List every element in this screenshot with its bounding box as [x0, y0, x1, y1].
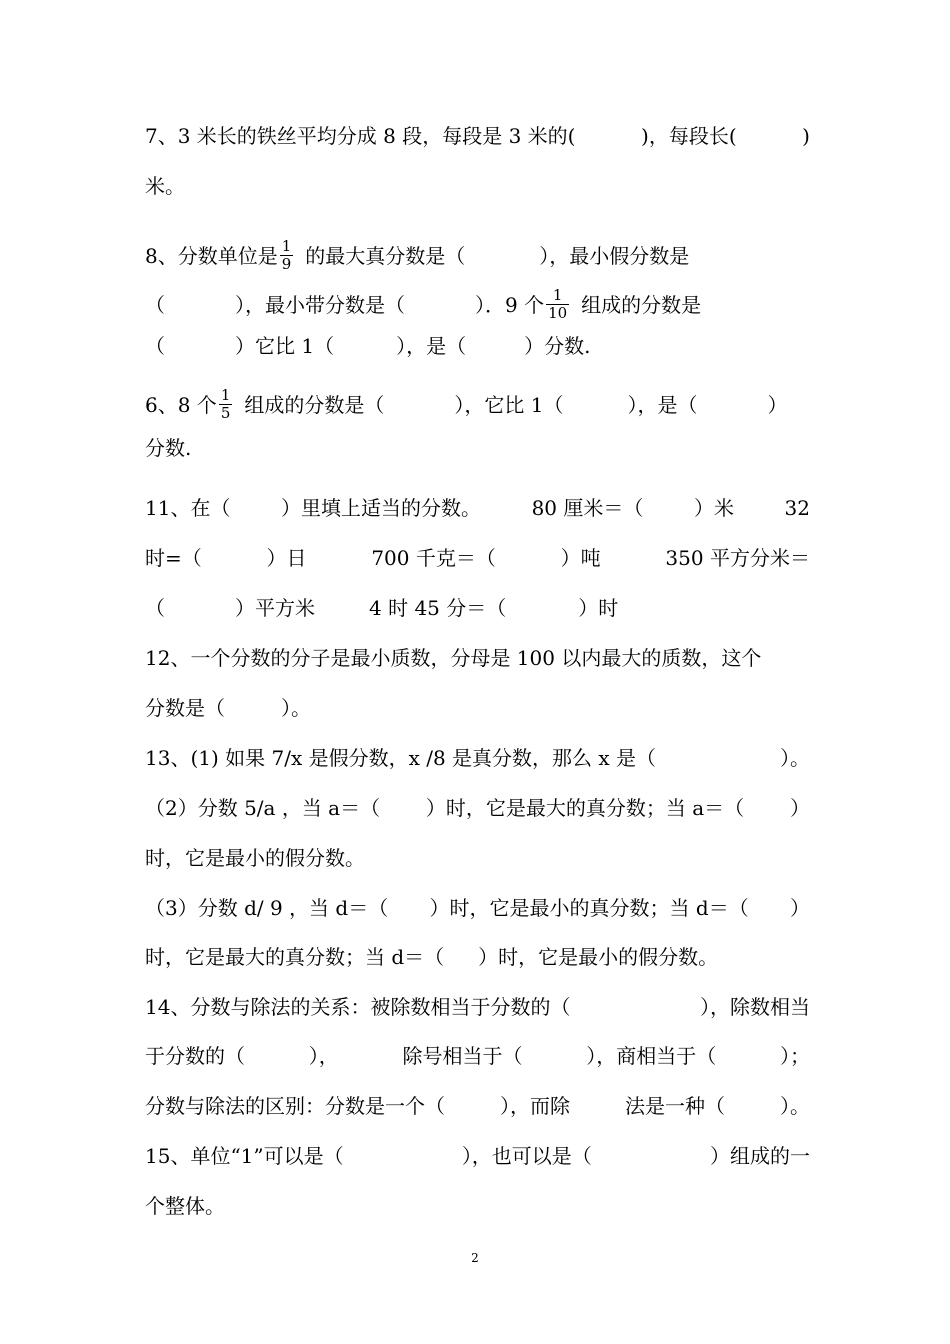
q14-line1	[145, 987, 810, 1027]
q11-text: 时=（	[145, 546, 202, 570]
q6-text: 6、8 个	[145, 393, 217, 417]
q13-line3: 时，它是最小的假分数。	[145, 846, 365, 870]
fraction-numerator: 1	[220, 386, 231, 404]
q8-text: （	[145, 334, 165, 358]
fraction-one-fifth	[219, 387, 233, 422]
fraction-numerator: 1	[546, 287, 569, 305]
q8-line1	[145, 236, 810, 276]
q11-text: 11、在（	[145, 496, 231, 520]
q13-text: ）时，它是最大的真分数；当 a＝（	[425, 796, 745, 820]
q8-text: ），最小带分数是（	[235, 293, 405, 317]
q15-text: 15、单位“1”可以是（	[145, 1144, 344, 1168]
q12-line1: 12、一个分数的分子是最小质数，分母是 100 以内最大的质数，这个	[145, 646, 762, 670]
q12-text: ）。	[281, 696, 311, 720]
q8-text: 8、分数单位是	[145, 244, 278, 268]
q8-line3	[145, 326, 810, 366]
q13-line4	[145, 888, 810, 928]
q7-line1	[145, 116, 810, 156]
q8-text: ），最小假分数是	[539, 244, 690, 268]
q14-text: ）。	[780, 1094, 810, 1118]
q12-text: 分数是（	[145, 696, 225, 720]
q11-text: 700 千克＝（	[371, 546, 496, 570]
q13-text: （3）分数 d/ 9 ，当 d＝（	[145, 896, 389, 920]
q11-line1	[145, 488, 810, 528]
q6-text: ）	[767, 393, 788, 417]
page-number: 2	[471, 1251, 479, 1265]
q11-text: （	[145, 596, 165, 620]
q7-line2: 米。	[145, 174, 185, 198]
q13-line5	[145, 937, 810, 977]
q15-text: ），也可以是（	[461, 1144, 592, 1168]
q11-text: ）米	[693, 496, 734, 520]
q8-text: ）．9 个	[475, 293, 545, 317]
q7-text-b: )，每段长(	[641, 124, 737, 148]
q8-line2	[145, 285, 810, 325]
q14-text: ），除数相当	[700, 995, 810, 1019]
q8-text: 组成的分数是	[581, 293, 702, 317]
q15-line2: 个整体。	[145, 1194, 225, 1218]
fraction-numerator: 1	[281, 237, 292, 255]
q13-line1	[145, 738, 810, 778]
q6-line2: 分数.	[145, 436, 192, 460]
q13-text: 时，它是最大的真分数；当 d＝（	[145, 945, 445, 969]
q11-line3	[145, 588, 810, 628]
q6-text: ），它比 1（	[454, 393, 564, 417]
fraction-denominator: 5	[220, 404, 231, 422]
q13-text: ）。	[780, 746, 810, 770]
q11-text: ）时	[578, 596, 619, 620]
q14-text: ），商相当于（	[586, 1044, 717, 1068]
q6-line1	[145, 385, 810, 425]
q14-text: 于分数的（	[145, 1044, 245, 1068]
q11-line2	[145, 538, 810, 578]
q7-text-a: 7、3 米长的铁丝平均分成 8 段，每段是 3 米的(	[145, 124, 576, 148]
q13-text: ）	[790, 896, 810, 920]
q15-line1	[145, 1136, 810, 1176]
q11-text: ）吨	[560, 546, 601, 570]
q14-text: 分数与除法的区别：分数是一个（	[145, 1094, 445, 1118]
fraction-one-ninth	[280, 238, 294, 273]
q8-text: ）分数.	[524, 334, 591, 358]
q8-text: ），是（	[396, 334, 467, 358]
q14-text: ），而除	[500, 1094, 570, 1118]
q11-text: 4 时 45 分＝（	[369, 596, 507, 620]
fraction-denominator: 9	[281, 255, 292, 273]
q11-text: 32	[784, 496, 810, 520]
q11-text: 80 厘米＝（	[531, 496, 644, 520]
q14-text: 14、分数与除法的关系：被除数相当于分数的（	[145, 995, 571, 1019]
q8-text: （	[145, 293, 165, 317]
q14-text: ），	[308, 1044, 339, 1068]
q8-text: 的最大真分数是（	[305, 244, 466, 268]
q11-text: ）日	[266, 546, 307, 570]
fraction-one-tenth	[546, 287, 569, 322]
q11-text: 350 平方分米＝	[665, 546, 810, 570]
q8-text: ）它比 1（	[235, 334, 335, 358]
q13-line2	[145, 788, 810, 828]
q6-text: ），是（	[627, 393, 698, 417]
fraction-denominator: 10	[548, 304, 568, 322]
q14-text: 法是一种（	[625, 1094, 725, 1118]
q13-text: ）	[789, 796, 810, 820]
q14-text: ）；	[780, 1044, 810, 1068]
q15-text: ）组成的一	[710, 1144, 810, 1168]
q12-line2	[145, 688, 810, 728]
q11-text: ）平方米	[235, 596, 315, 620]
q6-text: 组成的分数是（	[244, 393, 385, 417]
q14-line3	[145, 1086, 810, 1126]
q13-text: ）时，它是最小的假分数。	[478, 945, 719, 969]
q14-line2	[145, 1036, 810, 1076]
q13-text: ）时，它是最小的真分数；当 d＝（	[429, 896, 749, 920]
q13-text: 13、(1) 如果 7/x 是假分数，x /8 是真分数，那么 x 是（	[145, 746, 657, 770]
q7-text-c: )	[802, 124, 810, 148]
q14-text: 除号相当于（	[402, 1044, 523, 1068]
q11-text: ）里填上适当的分数。	[281, 496, 482, 520]
q13-text: （2）分数 5/a ，当 a＝（	[145, 796, 381, 820]
